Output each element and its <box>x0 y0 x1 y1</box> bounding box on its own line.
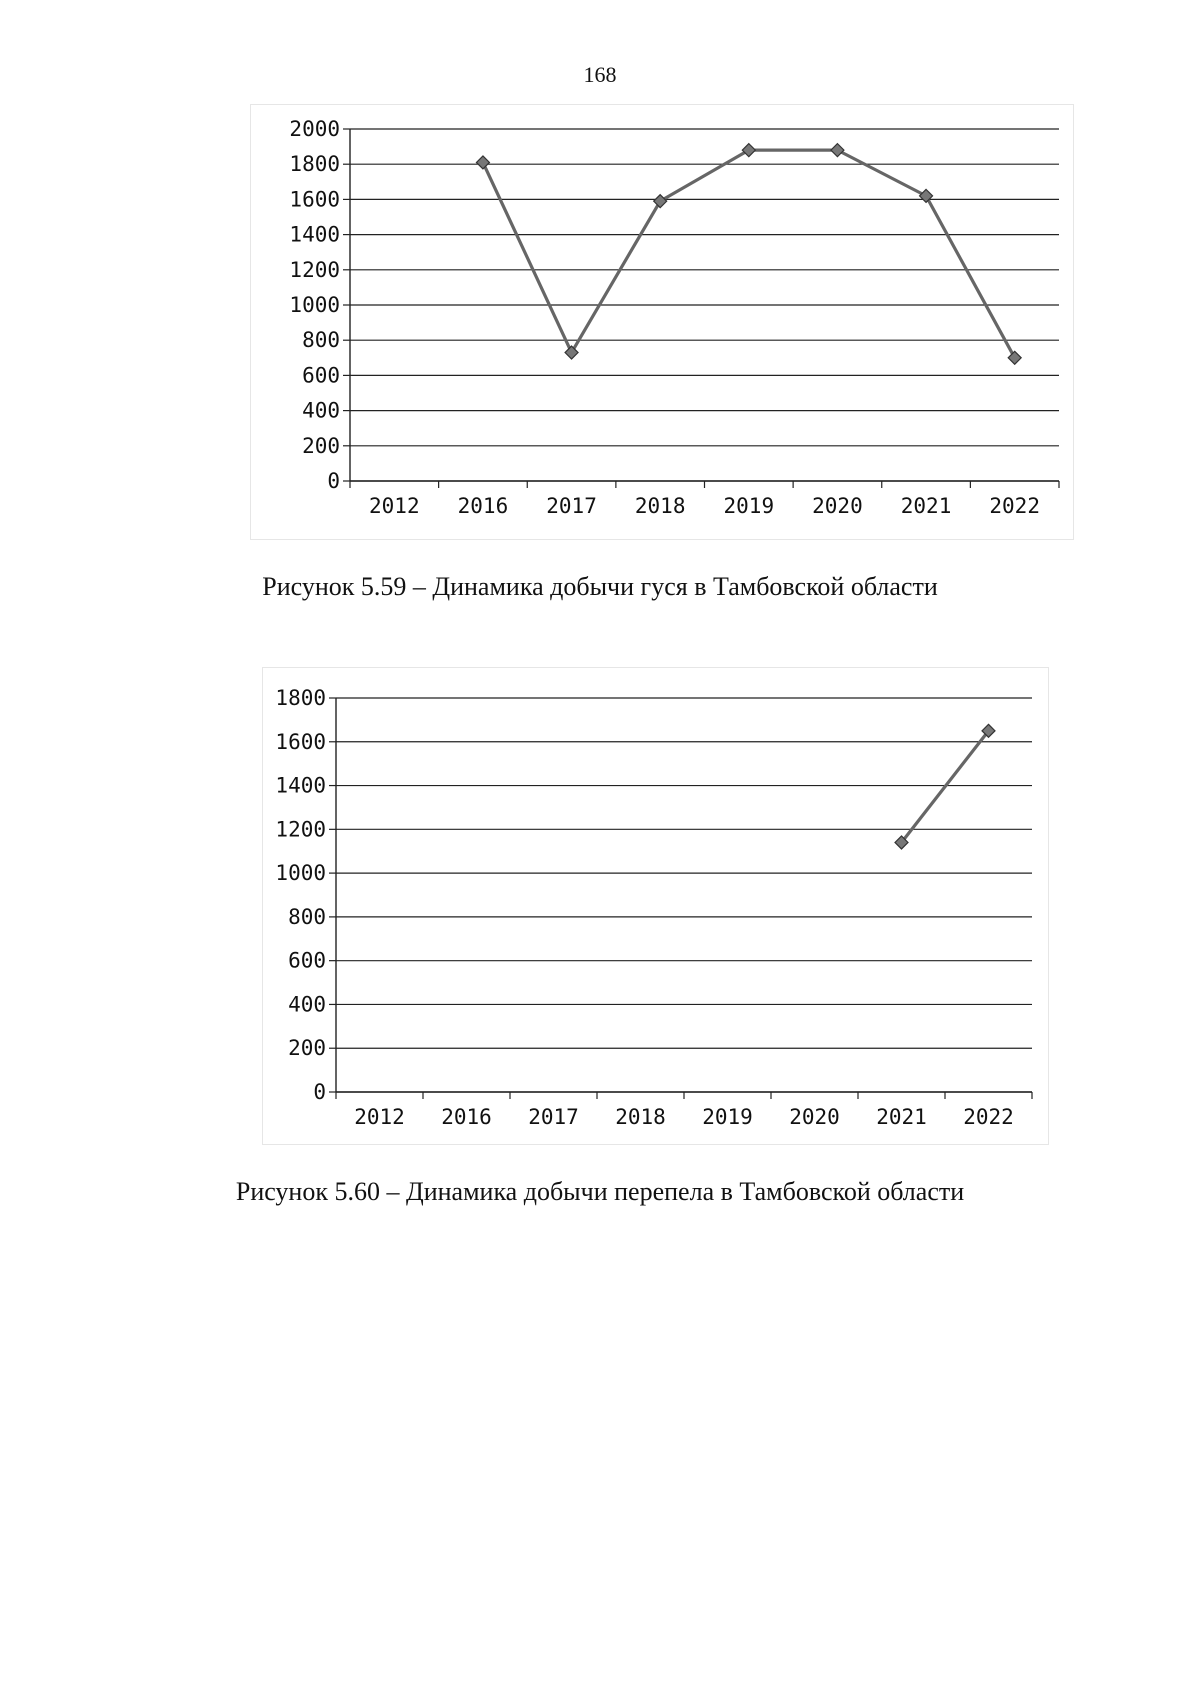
x-tick-label: 2019 <box>702 1105 753 1129</box>
quail-harvest-chart-svg <box>263 668 1048 1144</box>
y-tick-label: 1800 <box>275 686 326 710</box>
x-tick-label: 2016 <box>441 1105 492 1129</box>
series-line <box>483 150 1015 358</box>
y-tick-label: 600 <box>302 363 340 388</box>
x-tick-label: 2018 <box>634 494 686 518</box>
x-tick-label: 2022 <box>963 1105 1014 1129</box>
y-tick-label: 1600 <box>289 187 340 212</box>
data-point-marker <box>476 156 489 169</box>
x-tick-label: 2022 <box>989 494 1040 518</box>
y-tick-label: 400 <box>302 398 340 423</box>
x-tick-label: 2017 <box>546 494 597 518</box>
x-tick-label: 2016 <box>457 494 509 518</box>
y-tick-label: 200 <box>302 433 340 458</box>
y-tick-label: 800 <box>302 328 340 353</box>
y-tick-label: 1000 <box>289 293 340 317</box>
data-point-marker <box>742 144 755 157</box>
y-tick-label: 0 <box>327 469 340 493</box>
x-tick-label: 2020 <box>812 494 863 518</box>
y-tick-label: 1400 <box>289 222 340 247</box>
y-tick-label: 800 <box>288 904 326 929</box>
x-tick-label: 2021 <box>900 494 952 518</box>
x-tick-label: 2012 <box>354 1105 405 1129</box>
goose-harvest-chart <box>250 104 1074 540</box>
y-tick-label: 400 <box>288 992 326 1017</box>
series-line <box>902 731 989 843</box>
data-point-marker <box>565 346 578 359</box>
data-point-marker <box>654 195 667 208</box>
data-point-marker <box>920 189 933 202</box>
x-tick-label: 2019 <box>723 494 775 518</box>
y-tick-label: 1000 <box>275 861 326 886</box>
x-tick-label: 2017 <box>528 1105 579 1129</box>
goose-harvest-chart-svg <box>251 105 1073 539</box>
x-tick-label: 2020 <box>789 1105 840 1129</box>
x-tick-label: 2021 <box>876 1105 927 1129</box>
y-tick-label: 1200 <box>275 817 326 842</box>
page-number: 168 <box>583 62 617 87</box>
figure-caption-5-59: Рисунок 5.59 – Динамика добычи гуся в Тамбовской области <box>262 572 938 601</box>
y-tick-label: 1200 <box>289 257 340 282</box>
quail-harvest-chart <box>262 667 1049 1145</box>
y-tick-label: 600 <box>288 948 326 973</box>
figure-caption-5-60: Рисунок 5.60 – Динамика добычи перепела в Тамбовской области <box>235 1177 965 1206</box>
y-tick-label: 2000 <box>289 117 340 141</box>
y-tick-label: 200 <box>288 1036 326 1061</box>
y-tick-label: 1400 <box>275 773 326 798</box>
y-tick-label: 0 <box>313 1080 326 1104</box>
y-tick-label: 1600 <box>275 729 326 754</box>
x-tick-label: 2012 <box>369 494 420 518</box>
data-point-marker <box>1008 351 1021 364</box>
y-tick-label: 1800 <box>289 152 340 177</box>
x-tick-label: 2018 <box>615 1105 666 1129</box>
data-point-marker <box>831 144 844 157</box>
